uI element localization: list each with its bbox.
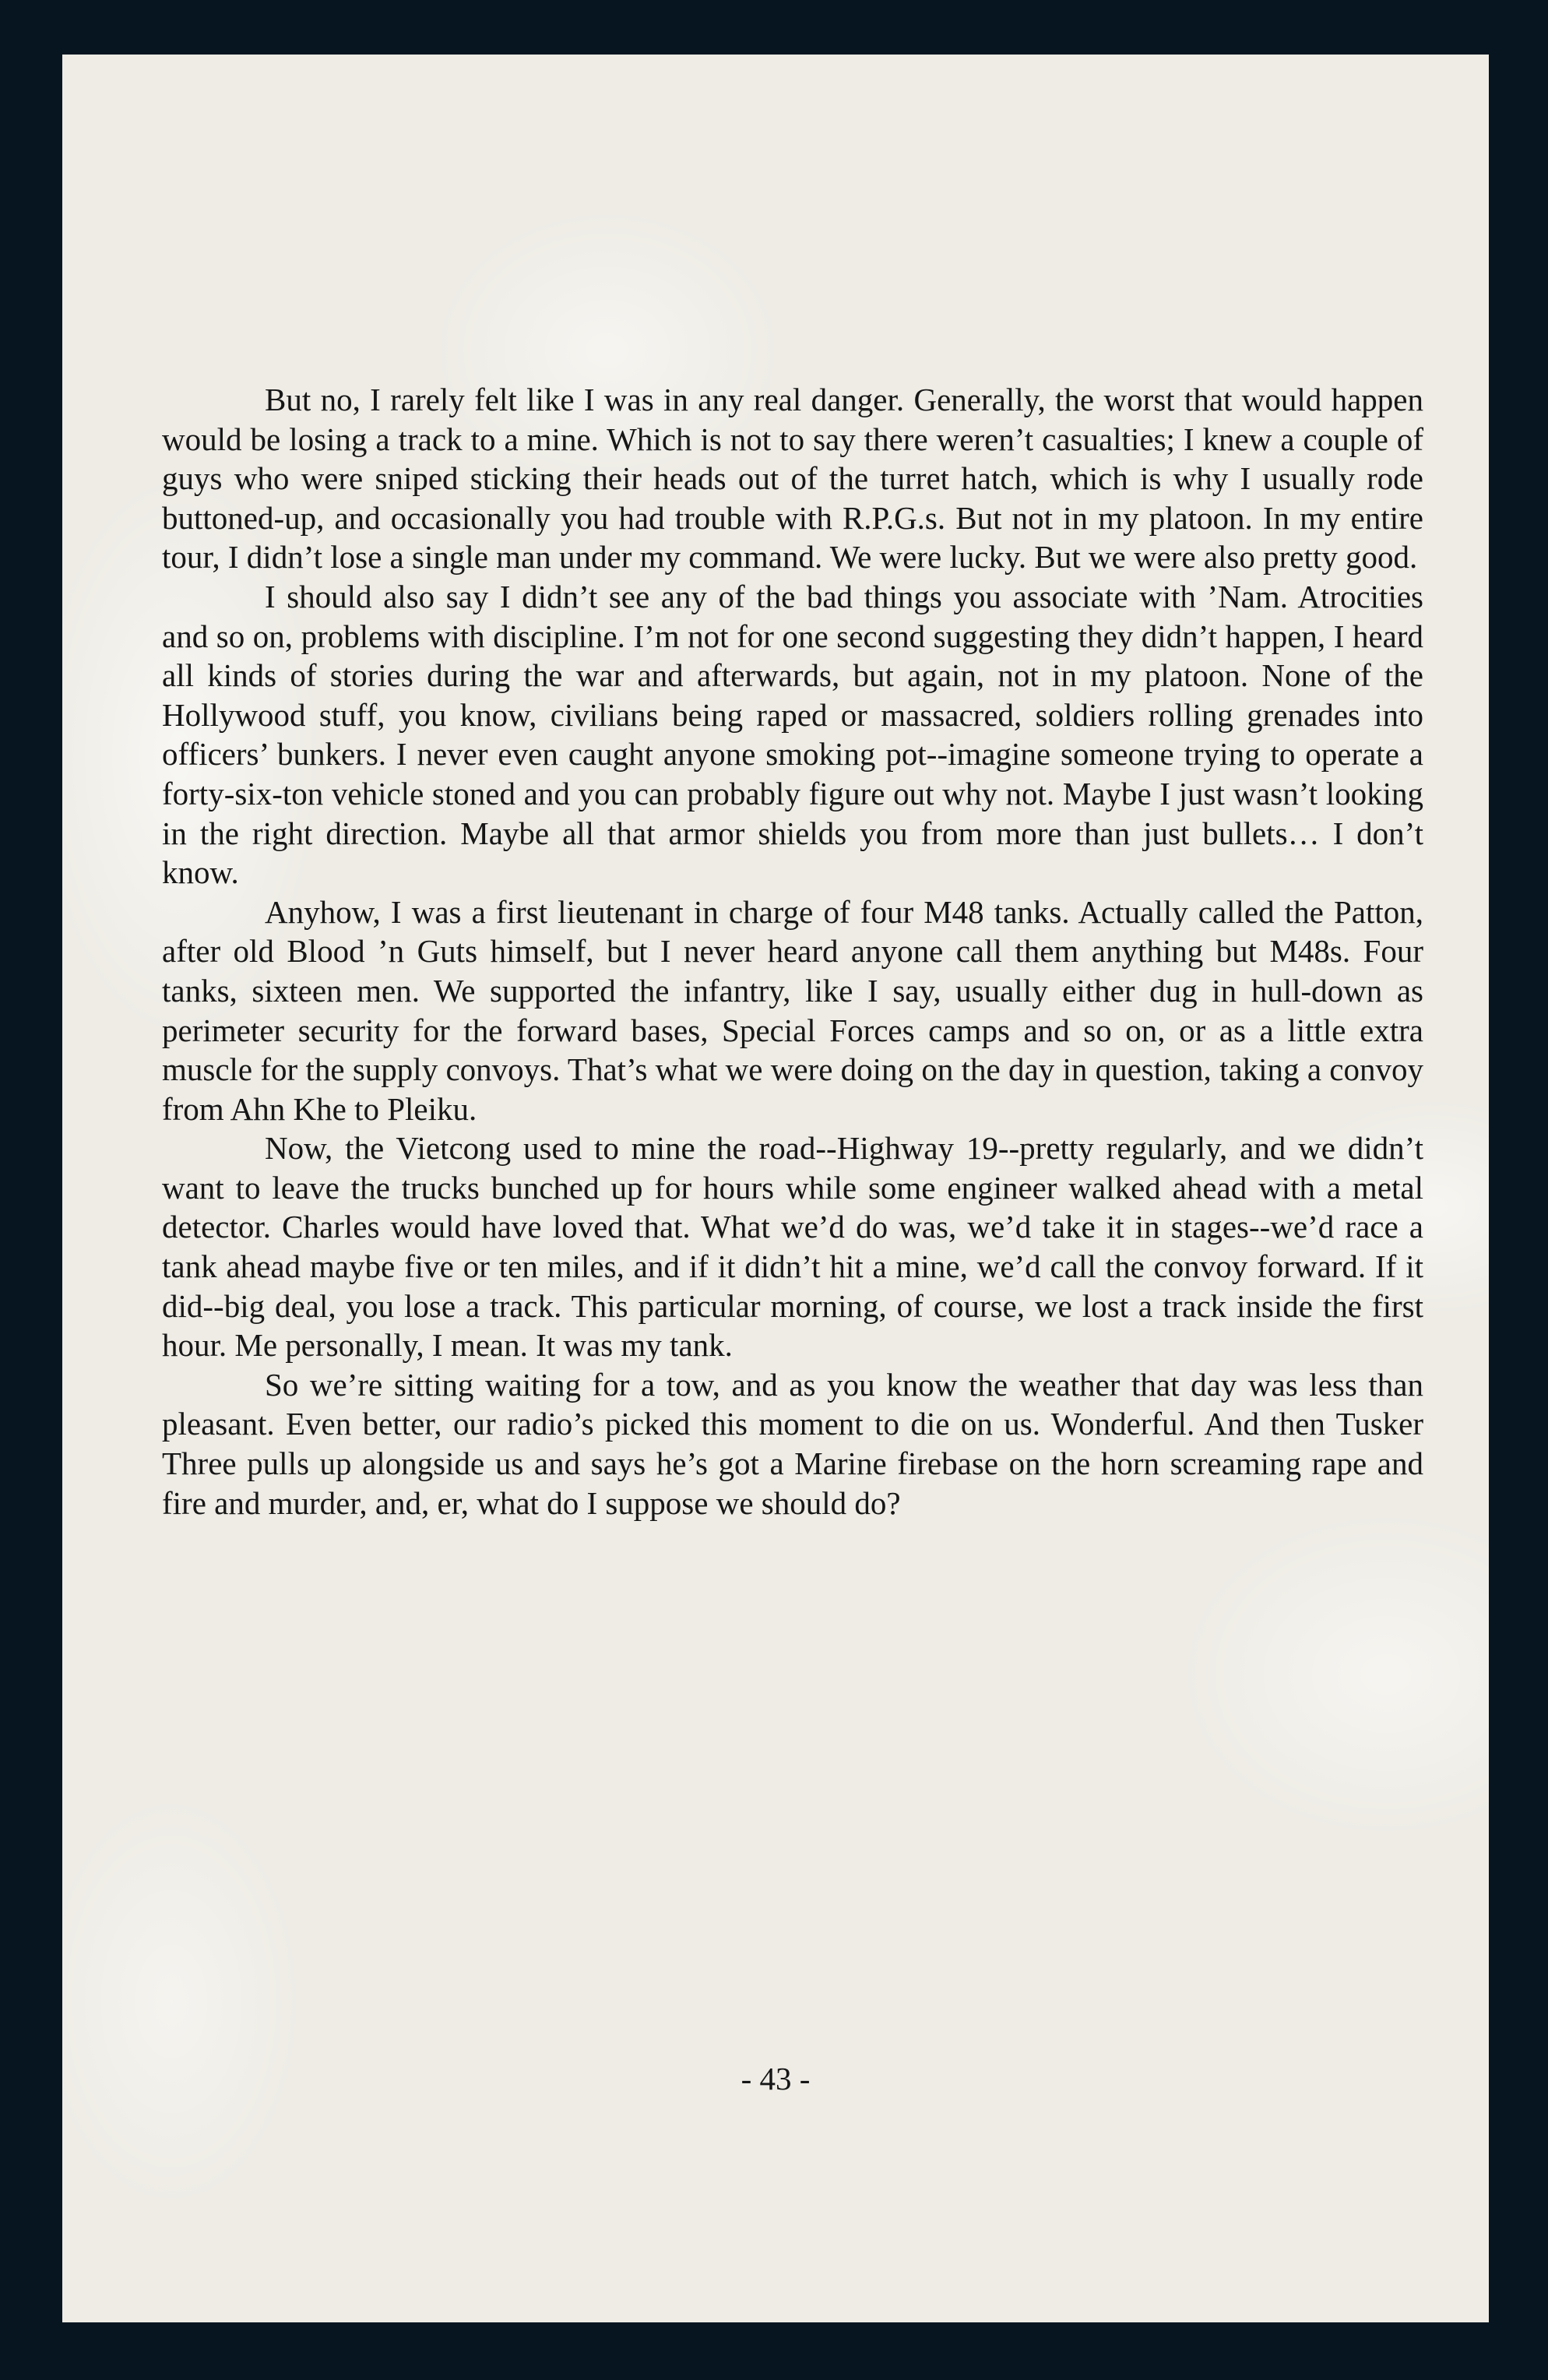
body-text <box>162 380 1423 1523</box>
paragraph-4: Now, the Vietcong used to mine the road--Highway 19--pretty regularly, and we didn’t want to leave the trucks bunched up for hours while some engineer walked ahead with a metal detector. Charles would have loved that. What we’d do was, we’d take it in stages--we’d race a tank ahead maybe five or ten miles, and if it didn’t hit a mine, we’d call the convoy forward. If it did--big deal, you lose a track. This particular morning, of course, we lost a track inside the first hour. Me personally, I mean. It was my tank. <box>162 1130 1423 1364</box>
page-number: - 43 - <box>741 2061 811 2097</box>
paragraph-2: I should also say I didn’t see any of the bad things you associate with ’Nam. Atrocities and so on, problems with discipline. I’m not for one second suggesting they didn’t happen, I heard all kinds of stories during the war and afterwards, but again, not in my platoon. None of the Hollywood stuff, you know, civilians being raped or massacred, soldiers rolling grenades into officers’ bunkers. I never even caught anyone smoking pot--imagine someone trying to operate a forty-six-ton vehicle stoned and you can probably figure out why not. Maybe I just wasn’t looking in the right direction. Maybe all that armor shields you from more than just bullets… I don’t know. <box>162 578 1423 891</box>
paragraph-1: But no, I rarely felt like I was in any real danger. Generally, the worst that would happen would be losing a track to a mine. Which is not to say there weren’t casualties; I knew a couple of guys who were sniped sticking their heads out of the turret hatch, which is why I usually rode buttoned-up, and occasionally you had trouble with R.P.G.s. But not in my platoon. In my entire tour, I didn’t lose a single man under my command. We were lucky. But we were also pretty good. <box>162 382 1423 576</box>
paragraph-3: Anyhow, I was a first lieutenant in charge of four M48 tanks. Actually called the Patton, after old Blood ’n Guts himself, but I never heard anyone call them anything but M48s. Four tanks, sixteen men. We supported the infantry, like I say, usually either dug in hull-down as perimeter security for the forward bases, Special Forces camps and so on, or as a little extra muscle for the supply convoys. That’s what we were doing on the day in question, taking a convoy from Ahn Khe to Pleiku. <box>162 893 1423 1127</box>
book-page <box>62 55 1489 2322</box>
paragraph-5: So we’re sitting waiting for a tow, and as you know the weather that day was less than pleasant. Even better, our radio’s picked this moment to die on us. Wonderful. And then Tusker Three pulls up alongside us and says he’s got a Marine firebase on the horn screaming rape and fire and murder, and, er, what do I suppose we should do? <box>162 1366 1423 1521</box>
